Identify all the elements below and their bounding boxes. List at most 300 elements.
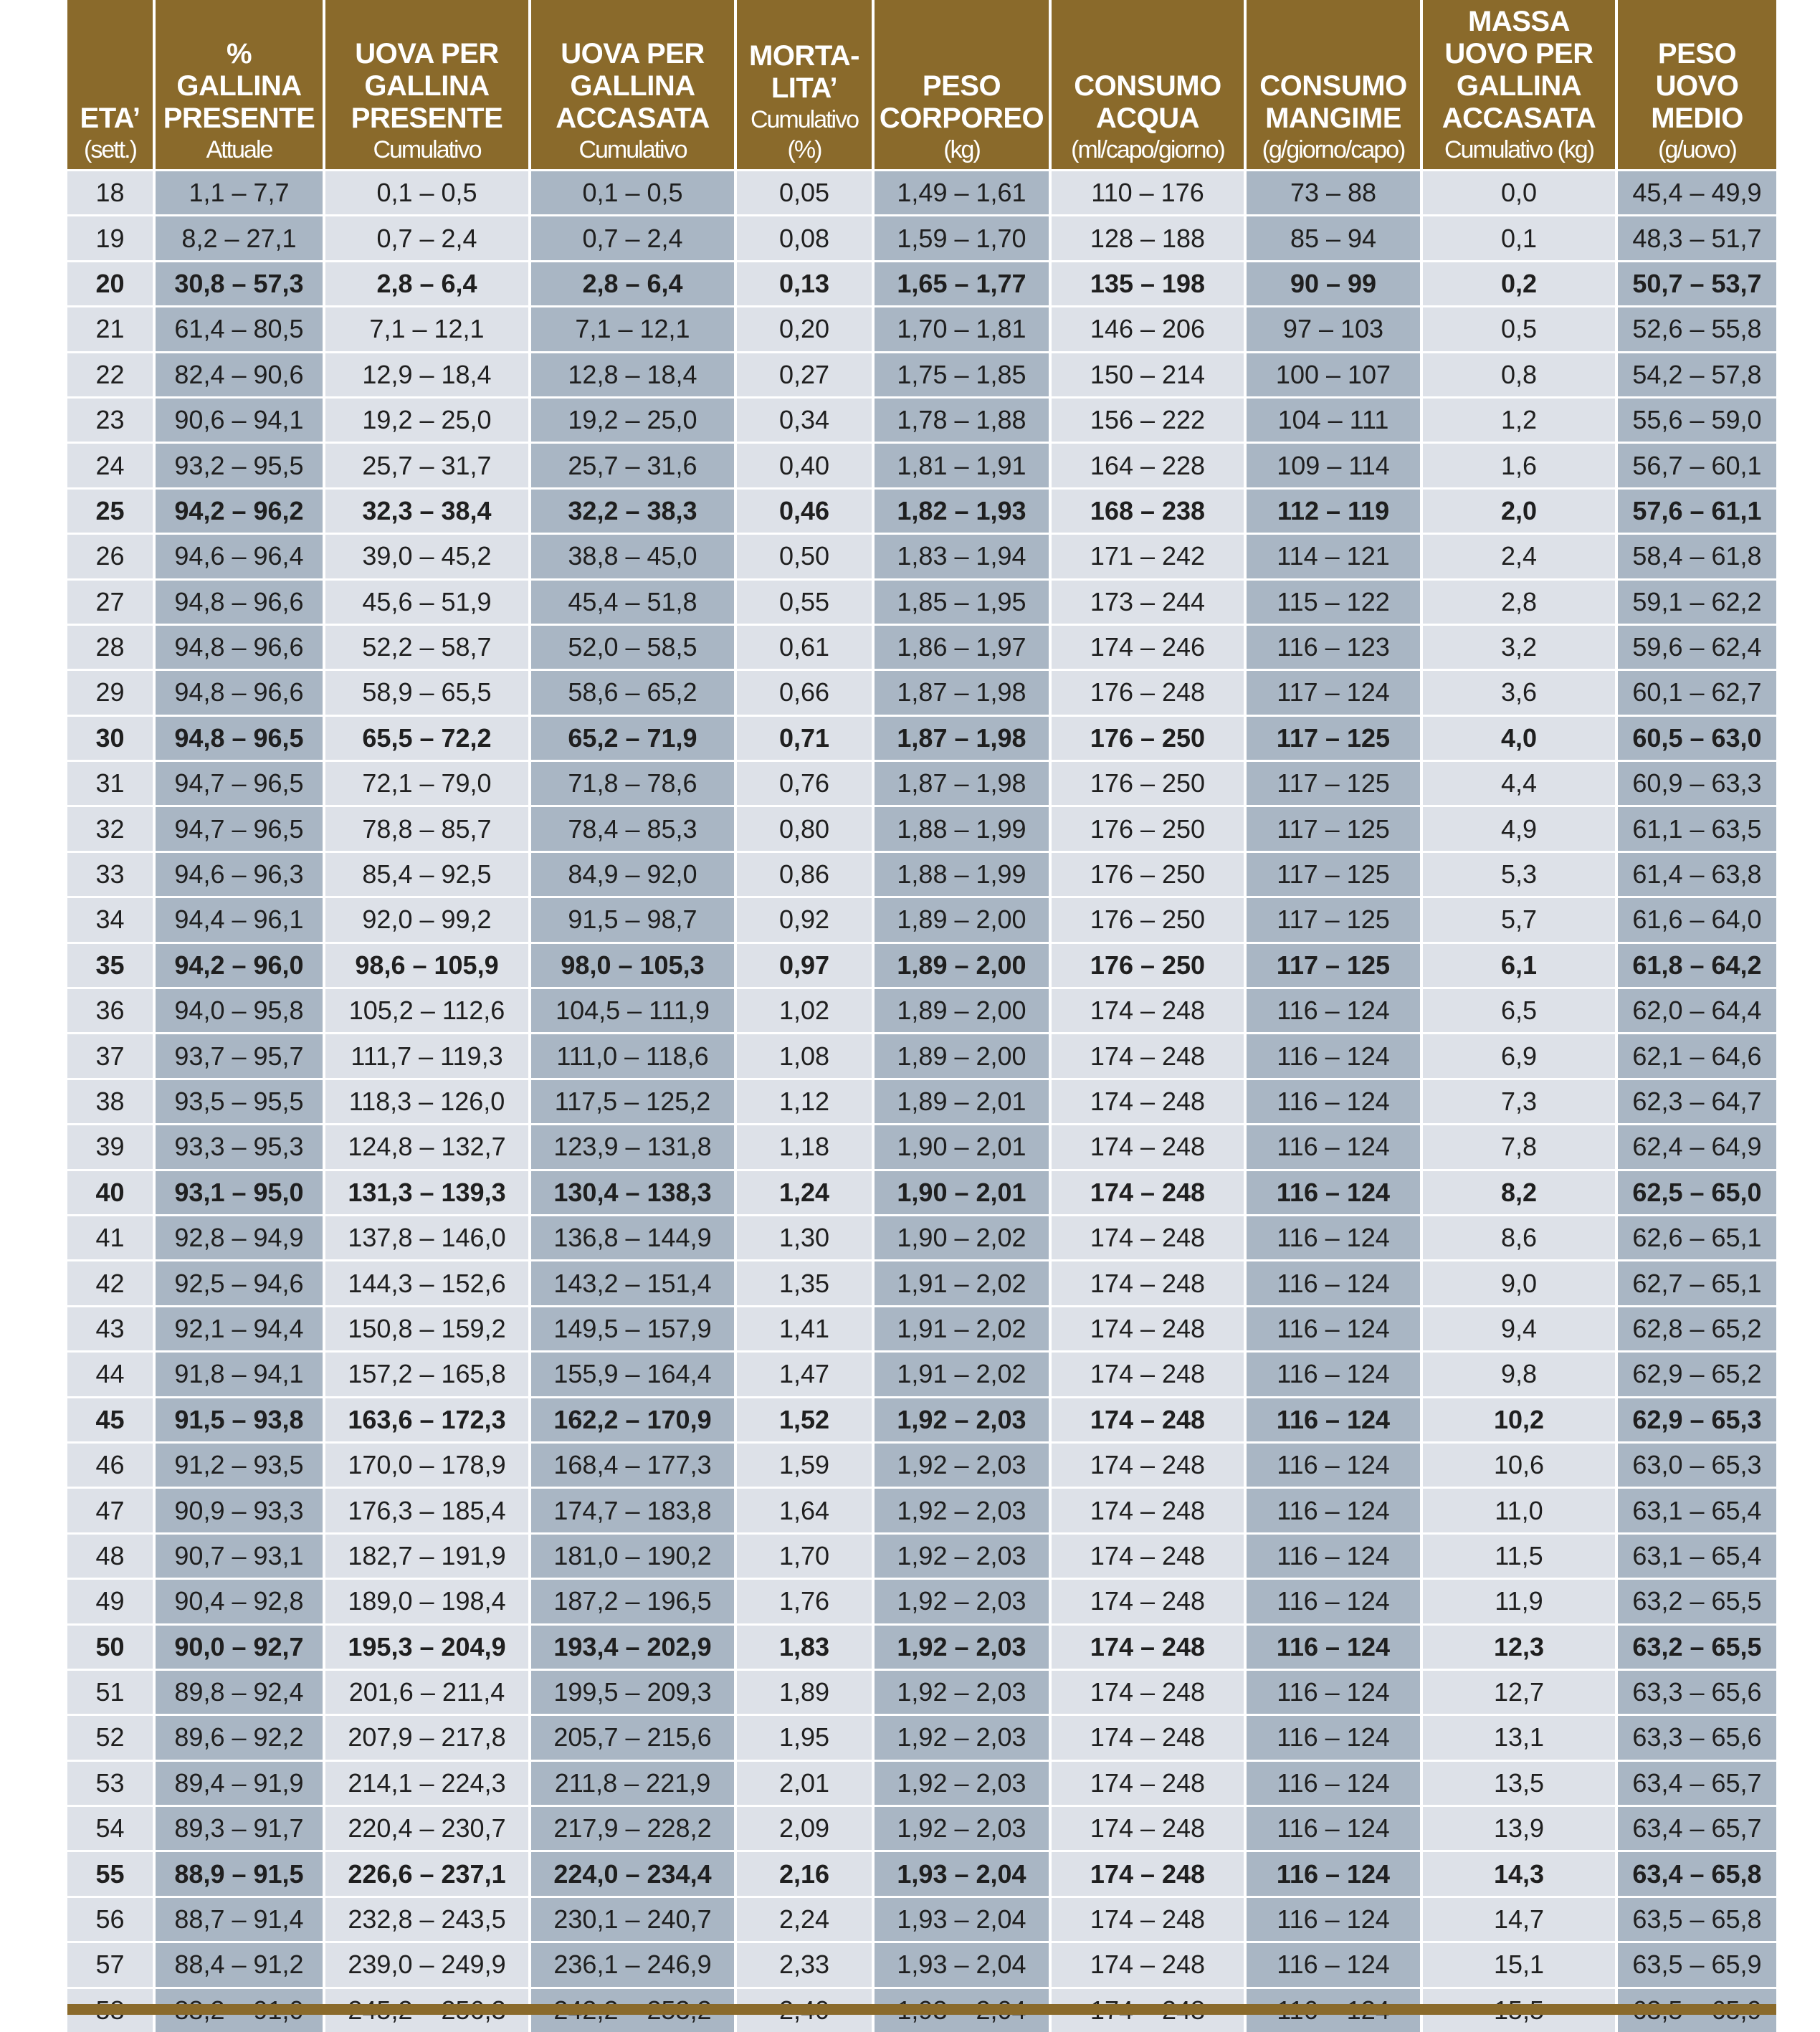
table-cell: 157,2 – 165,8	[324, 1352, 530, 1397]
table-cell: 115 – 122	[1245, 579, 1421, 624]
table-cell: 58,9 – 65,5	[324, 670, 530, 715]
table-cell: 1,92 – 2,03	[873, 1488, 1050, 1533]
column-header-0	[67, 0, 154, 171]
table-cell: 92,8 – 94,9	[154, 1215, 324, 1260]
table-cell: 62,5 – 65,0	[1616, 1170, 1776, 1215]
performance-table	[67, 0, 1776, 2032]
age-cell: 31	[67, 761, 154, 806]
table-cell: 2,33	[735, 1942, 873, 1988]
table-cell: 0,86	[735, 852, 873, 897]
table-cell: 116 – 124	[1245, 1442, 1421, 1487]
column-header-unit: (g/giorno/capo)	[1248, 135, 1419, 165]
table-cell: 91,2 – 93,5	[154, 1442, 324, 1487]
table-cell: 0,05	[735, 171, 873, 216]
table-cell: 100 – 107	[1245, 352, 1421, 397]
table-cell: 149,5 – 157,9	[530, 1306, 735, 1351]
column-header-title	[1424, 6, 1614, 135]
column-header-title-line: UOVA PER	[533, 38, 733, 70]
table-cell: 168,4 – 177,3	[530, 1442, 735, 1487]
table-cell: 98,6 – 105,9	[324, 943, 530, 988]
column-header-title-line: CORPOREO	[876, 102, 1047, 135]
age-cell: 48	[67, 1533, 154, 1578]
table-cell: 78,4 – 85,3	[530, 806, 735, 852]
column-header-unit: (ml/capo/giorno)	[1053, 135, 1242, 165]
table-cell: 1,70 – 1,81	[873, 307, 1050, 352]
table-cell: 0,76	[735, 761, 873, 806]
table-cell: 2,4	[1421, 534, 1616, 579]
age-cell: 35	[67, 943, 154, 988]
table-cell: 19,2 – 25,0	[324, 397, 530, 442]
table-cell: 195,3 – 204,9	[324, 1624, 530, 1669]
table-cell: 0,66	[735, 670, 873, 715]
age-cell: 49	[67, 1579, 154, 1624]
column-header-title-line: %	[157, 38, 321, 70]
table-cell: 174 – 248	[1050, 1079, 1245, 1124]
table-cell: 1,30	[735, 1215, 873, 1260]
table-cell: 92,0 – 99,2	[324, 897, 530, 943]
column-header-title-line: MASSA	[1424, 6, 1614, 38]
table-cell: 25,7 – 31,6	[530, 443, 735, 488]
table-cell: 1,92 – 2,03	[873, 1669, 1050, 1714]
age-cell: 18	[67, 171, 154, 216]
table-cell: 174 – 248	[1050, 1669, 1245, 1714]
column-header-6	[1050, 0, 1245, 171]
age-cell: 30	[67, 715, 154, 760]
table-cell: 214,1 – 224,3	[324, 1760, 530, 1806]
table-cell: 7,3	[1421, 1079, 1616, 1124]
table-cell: 90 – 99	[1245, 261, 1421, 306]
table-cell: 1,89 – 2,00	[873, 1034, 1050, 1079]
table-cell: 174 – 248	[1050, 1442, 1245, 1487]
column-header-title-line: PRESENTE	[327, 102, 527, 135]
table-cell: 93,2 – 95,5	[154, 443, 324, 488]
table-cell: 1,92 – 2,03	[873, 1579, 1050, 1624]
age-cell: 42	[67, 1261, 154, 1306]
table-cell: 1,92 – 2,03	[873, 1624, 1050, 1669]
table-cell: 236,1 – 246,9	[530, 1942, 735, 1988]
table-cell: 1,89	[735, 1669, 873, 1714]
table-cell: 187,2 – 196,5	[530, 1579, 735, 1624]
table-cell: 1,93 – 2,04	[873, 1851, 1050, 1897]
age-cell: 47	[67, 1488, 154, 1533]
column-header-title-line: PESO	[876, 70, 1047, 102]
table-cell: 56,7 – 60,1	[1616, 443, 1776, 488]
table-cell: 63,1 – 65,4	[1616, 1533, 1776, 1578]
table-cell: 93,7 – 95,7	[154, 1034, 324, 1079]
table-row	[67, 715, 1776, 760]
table-cell: 1,75 – 1,85	[873, 352, 1050, 397]
column-header-title	[69, 102, 151, 135]
table-row	[67, 1397, 1776, 1442]
column-header-8	[1421, 0, 1616, 171]
table-cell: 78,8 – 85,7	[324, 806, 530, 852]
table-cell: 174 – 248	[1050, 1215, 1245, 1260]
table-cell: 116 – 124	[1245, 1215, 1421, 1260]
table-cell: 1,92 – 2,03	[873, 1533, 1050, 1578]
table-cell: 174 – 248	[1050, 1306, 1245, 1351]
table-cell: 1,86 – 1,97	[873, 624, 1050, 669]
table-cell: 0,92	[735, 897, 873, 943]
table-cell: 93,3 – 95,3	[154, 1125, 324, 1170]
table-cell: 116 – 124	[1245, 1488, 1421, 1533]
column-header-title-line: ACQUA	[1053, 102, 1242, 135]
table-cell: 63,2 – 65,5	[1616, 1624, 1776, 1669]
column-header-unit: Cumulativo	[327, 135, 527, 165]
performance-table-container	[67, 0, 1776, 2032]
table-cell: 164 – 228	[1050, 443, 1245, 488]
age-cell: 27	[67, 579, 154, 624]
table-cell: 6,5	[1421, 988, 1616, 1034]
table-cell: 98,0 – 105,3	[530, 943, 735, 988]
table-cell: 97 – 103	[1245, 307, 1421, 352]
table-cell: 1,08	[735, 1034, 873, 1079]
age-cell: 44	[67, 1352, 154, 1397]
column-header-title	[738, 40, 870, 105]
table-cell: 25,7 – 31,7	[324, 443, 530, 488]
column-header-title-line: MORTA-	[738, 40, 870, 72]
age-cell: 40	[67, 1170, 154, 1215]
table-cell: 1,89 – 2,00	[873, 988, 1050, 1034]
table-cell: 0,46	[735, 488, 873, 533]
table-cell: 93,5 – 95,5	[154, 1079, 324, 1124]
column-header-title-line: MEDIO	[1619, 102, 1775, 135]
table-cell: 117 – 125	[1245, 852, 1421, 897]
table-cell: 117 – 125	[1245, 761, 1421, 806]
column-header-7	[1245, 0, 1421, 171]
table-cell: 174 – 248	[1050, 1170, 1245, 1215]
table-cell: 94,6 – 96,3	[154, 852, 324, 897]
age-cell: 38	[67, 1079, 154, 1124]
table-cell: 174 – 248	[1050, 1261, 1245, 1306]
table-row	[67, 352, 1776, 397]
column-header-title-line: ACCASATA	[1424, 102, 1614, 135]
table-cell: 61,4 – 80,5	[154, 307, 324, 352]
column-header-title-line: UOVA PER	[327, 38, 527, 70]
table-cell: 155,9 – 164,4	[530, 1352, 735, 1397]
age-cell: 54	[67, 1806, 154, 1851]
table-cell: 174 – 248	[1050, 1397, 1245, 1442]
table-cell: 7,1 – 12,1	[324, 307, 530, 352]
table-cell: 226,6 – 237,1	[324, 1851, 530, 1897]
table-cell: 85 – 94	[1245, 216, 1421, 261]
table-cell: 63,3 – 65,6	[1616, 1715, 1776, 1760]
column-header-title	[157, 38, 321, 135]
table-cell: 7,8	[1421, 1125, 1616, 1170]
table-cell: 11,5	[1421, 1533, 1616, 1578]
table-cell: 1,88 – 1,99	[873, 806, 1050, 852]
column-header-2	[324, 0, 530, 171]
age-cell: 23	[67, 397, 154, 442]
table-row	[67, 1806, 1776, 1851]
table-header	[67, 0, 1776, 171]
table-cell: 1,47	[735, 1352, 873, 1397]
table-cell: 1,64	[735, 1488, 873, 1533]
table-cell: 117 – 124	[1245, 670, 1421, 715]
table-cell: 13,5	[1421, 1760, 1616, 1806]
table-cell: 63,2 – 65,5	[1616, 1579, 1776, 1624]
table-cell: 124,8 – 132,7	[324, 1125, 530, 1170]
table-cell: 0,50	[735, 534, 873, 579]
table-cell: 94,8 – 96,5	[154, 715, 324, 760]
table-cell: 137,8 – 146,0	[324, 1215, 530, 1260]
column-header-unit: Attuale	[157, 135, 321, 165]
table-cell: 176 – 248	[1050, 670, 1245, 715]
column-header-title	[1248, 70, 1419, 135]
table-cell: 174 – 248	[1050, 1533, 1245, 1578]
table-cell: 2,09	[735, 1806, 873, 1851]
table-row	[67, 1942, 1776, 1988]
column-header-title-line: ETA’	[69, 102, 151, 135]
table-cell: 0,80	[735, 806, 873, 852]
table-cell: 104,5 – 111,9	[530, 988, 735, 1034]
age-cell: 21	[67, 307, 154, 352]
table-cell: 62,4 – 64,9	[1616, 1125, 1776, 1170]
table-cell: 61,6 – 64,0	[1616, 897, 1776, 943]
table-cell: 193,4 – 202,9	[530, 1624, 735, 1669]
table-cell: 39,0 – 45,2	[324, 534, 530, 579]
table-cell: 30,8 – 57,3	[154, 261, 324, 306]
table-cell: 12,7	[1421, 1669, 1616, 1714]
table-cell: 105,2 – 112,6	[324, 988, 530, 1034]
table-cell: 52,6 – 55,8	[1616, 307, 1776, 352]
table-cell: 94,2 – 96,2	[154, 488, 324, 533]
table-row	[67, 670, 1776, 715]
table-cell: 1,81 – 1,91	[873, 443, 1050, 488]
table-cell: 32,3 – 38,4	[324, 488, 530, 533]
table-cell: 90,9 – 93,3	[154, 1488, 324, 1533]
table-cell: 62,9 – 65,2	[1616, 1352, 1776, 1397]
table-cell: 1,95	[735, 1715, 873, 1760]
age-cell: 46	[67, 1442, 154, 1487]
table-cell: 91,5 – 98,7	[530, 897, 735, 943]
bottom-border-bar	[67, 2004, 1776, 2015]
table-cell: 0,27	[735, 352, 873, 397]
table-cell: 8,2 – 27,1	[154, 216, 324, 261]
table-cell: 89,6 – 92,2	[154, 1715, 324, 1760]
table-cell: 94,8 – 96,6	[154, 579, 324, 624]
age-cell: 57	[67, 1942, 154, 1988]
table-row	[67, 1261, 1776, 1306]
table-cell: 118,3 – 126,0	[324, 1079, 530, 1124]
age-cell: 41	[67, 1215, 154, 1260]
table-cell: 1,92 – 2,03	[873, 1760, 1050, 1806]
table-cell: 1,83	[735, 1624, 873, 1669]
table-cell: 1,92 – 2,03	[873, 1397, 1050, 1442]
table-cell: 1,2	[1421, 397, 1616, 442]
table-body	[67, 171, 1776, 2032]
table-cell: 116 – 124	[1245, 1851, 1421, 1897]
table-cell: 73 – 88	[1245, 171, 1421, 216]
table-cell: 1,24	[735, 1170, 873, 1215]
age-cell: 45	[67, 1397, 154, 1442]
table-cell: 1,93 – 2,04	[873, 1897, 1050, 1942]
table-cell: 10,6	[1421, 1442, 1616, 1487]
table-cell: 116 – 124	[1245, 1352, 1421, 1397]
age-cell: 34	[67, 897, 154, 943]
table-cell: 63,4 – 65,8	[1616, 1851, 1776, 1897]
table-cell: 1,83 – 1,94	[873, 534, 1050, 579]
table-row	[67, 443, 1776, 488]
table-cell: 2,01	[735, 1760, 873, 1806]
table-cell: 117 – 125	[1245, 943, 1421, 988]
table-cell: 104 – 111	[1245, 397, 1421, 442]
table-cell: 0,08	[735, 216, 873, 261]
table-cell: 60,9 – 63,3	[1616, 761, 1776, 806]
table-cell: 1,87 – 1,98	[873, 761, 1050, 806]
age-cell: 43	[67, 1306, 154, 1351]
table-cell: 12,9 – 18,4	[324, 352, 530, 397]
table-cell: 174 – 248	[1050, 1897, 1245, 1942]
table-row	[67, 1897, 1776, 1942]
column-header-title-line: PESO	[1619, 38, 1775, 70]
table-cell: 116 – 124	[1245, 1533, 1421, 1578]
column-header-unit: (sett.)	[69, 135, 151, 165]
table-cell: 4,9	[1421, 806, 1616, 852]
table-cell: 239,0 – 249,9	[324, 1942, 530, 1988]
table-cell: 174 – 248	[1050, 988, 1245, 1034]
table-cell: 150 – 214	[1050, 352, 1245, 397]
table-cell: 174 – 248	[1050, 1034, 1245, 1079]
table-cell: 116 – 124	[1245, 1125, 1421, 1170]
table-cell: 38,8 – 45,0	[530, 534, 735, 579]
table-cell: 116 – 124	[1245, 1942, 1421, 1988]
table-cell: 117,5 – 125,2	[530, 1079, 735, 1124]
table-cell: 15,1	[1421, 1942, 1616, 1988]
table-cell: 1,12	[735, 1079, 873, 1124]
column-header-unit: Cumulativo (%)	[738, 105, 870, 165]
column-header-title	[1053, 70, 1242, 135]
table-cell: 1,92 – 2,03	[873, 1806, 1050, 1851]
column-header-title-line: LITA’	[738, 72, 870, 105]
table-row	[67, 534, 1776, 579]
table-cell: 111,0 – 118,6	[530, 1034, 735, 1079]
age-cell: 19	[67, 216, 154, 261]
table-cell: 230,1 – 240,7	[530, 1897, 735, 1942]
table-cell: 0,61	[735, 624, 873, 669]
table-cell: 4,0	[1421, 715, 1616, 760]
age-cell: 24	[67, 443, 154, 488]
table-cell: 224,0 – 234,4	[530, 1851, 735, 1897]
table-cell: 19,2 – 25,0	[530, 397, 735, 442]
table-cell: 60,5 – 63,0	[1616, 715, 1776, 760]
table-cell: 176 – 250	[1050, 761, 1245, 806]
table-row	[67, 261, 1776, 306]
table-cell: 62,3 – 64,7	[1616, 1079, 1776, 1124]
table-cell: 189,0 – 198,4	[324, 1579, 530, 1624]
table-cell: 90,0 – 92,7	[154, 1624, 324, 1669]
table-cell: 171 – 242	[1050, 534, 1245, 579]
table-cell: 6,1	[1421, 943, 1616, 988]
table-row	[67, 1579, 1776, 1624]
table-cell: 0,34	[735, 397, 873, 442]
table-cell: 174 – 248	[1050, 1488, 1245, 1533]
table-cell: 13,1	[1421, 1715, 1616, 1760]
table-cell: 12,8 – 18,4	[530, 352, 735, 397]
table-cell: 174 – 248	[1050, 1624, 1245, 1669]
table-cell: 61,8 – 64,2	[1616, 943, 1776, 988]
table-row	[67, 397, 1776, 442]
table-cell: 174 – 248	[1050, 1715, 1245, 1760]
table-cell: 10,2	[1421, 1397, 1616, 1442]
table-cell: 144,3 – 152,6	[324, 1261, 530, 1306]
table-cell: 174 – 248	[1050, 1942, 1245, 1988]
column-header-title-line: UOVO	[1619, 70, 1775, 102]
table-cell: 1,87 – 1,98	[873, 670, 1050, 715]
table-cell: 84,9 – 92,0	[530, 852, 735, 897]
table-cell: 1,92 – 2,03	[873, 1442, 1050, 1487]
age-cell: 50	[67, 1624, 154, 1669]
age-cell: 53	[67, 1760, 154, 1806]
table-row	[67, 943, 1776, 988]
table-row	[67, 488, 1776, 533]
column-header-title	[533, 38, 733, 135]
table-cell: 63,4 – 65,7	[1616, 1760, 1776, 1806]
table-cell: 48,3 – 51,7	[1616, 216, 1776, 261]
table-cell: 116 – 124	[1245, 1261, 1421, 1306]
table-cell: 1,02	[735, 988, 873, 1034]
table-cell: 14,3	[1421, 1851, 1616, 1897]
table-cell: 94,0 – 95,8	[154, 988, 324, 1034]
table-cell: 59,1 – 62,2	[1616, 579, 1776, 624]
table-cell: 50,7 – 53,7	[1616, 261, 1776, 306]
age-cell: 52	[67, 1715, 154, 1760]
table-cell: 1,78 – 1,88	[873, 397, 1050, 442]
table-row	[67, 1760, 1776, 1806]
table-cell: 0,5	[1421, 307, 1616, 352]
table-cell: 94,6 – 96,4	[154, 534, 324, 579]
table-cell: 211,8 – 221,9	[530, 1760, 735, 1806]
table-cell: 62,7 – 65,1	[1616, 1261, 1776, 1306]
column-header-title-line: PRESENTE	[157, 102, 321, 135]
table-cell: 94,7 – 96,5	[154, 761, 324, 806]
table-row	[67, 1715, 1776, 1760]
table-cell: 2,16	[735, 1851, 873, 1897]
table-cell: 59,6 – 62,4	[1616, 624, 1776, 669]
table-row	[67, 171, 1776, 216]
column-header-title	[327, 38, 527, 135]
table-cell: 32,2 – 38,3	[530, 488, 735, 533]
table-cell: 174 – 248	[1050, 1352, 1245, 1397]
age-cell: 55	[67, 1851, 154, 1897]
table-cell: 112 – 119	[1245, 488, 1421, 533]
table-cell: 91,8 – 94,1	[154, 1352, 324, 1397]
column-header-title-line: GALLINA	[533, 70, 733, 102]
table-cell: 116 – 124	[1245, 1715, 1421, 1760]
column-header-unit: (g/uovo)	[1619, 135, 1775, 165]
table-cell: 174,7 – 183,8	[530, 1488, 735, 1533]
table-cell: 9,0	[1421, 1261, 1616, 1306]
table-cell: 0,1	[1421, 216, 1616, 261]
table-row	[67, 1079, 1776, 1124]
table-cell: 116 – 124	[1245, 1806, 1421, 1851]
table-cell: 1,35	[735, 1261, 873, 1306]
table-cell: 52,2 – 58,7	[324, 624, 530, 669]
table-cell: 9,8	[1421, 1352, 1616, 1397]
table-cell: 9,4	[1421, 1306, 1616, 1351]
table-cell: 89,8 – 92,4	[154, 1669, 324, 1714]
age-cell: 25	[67, 488, 154, 533]
table-cell: 1,91 – 2,02	[873, 1306, 1050, 1351]
table-cell: 88,9 – 91,5	[154, 1851, 324, 1897]
table-cell: 173 – 244	[1050, 579, 1245, 624]
table-cell: 116 – 124	[1245, 1170, 1421, 1215]
table-cell: 1,65 – 1,77	[873, 261, 1050, 306]
column-header-title-line: ACCASATA	[533, 102, 733, 135]
table-cell: 0,71	[735, 715, 873, 760]
table-row	[67, 1442, 1776, 1487]
table-cell: 12,3	[1421, 1624, 1616, 1669]
table-cell: 45,4 – 51,8	[530, 579, 735, 624]
